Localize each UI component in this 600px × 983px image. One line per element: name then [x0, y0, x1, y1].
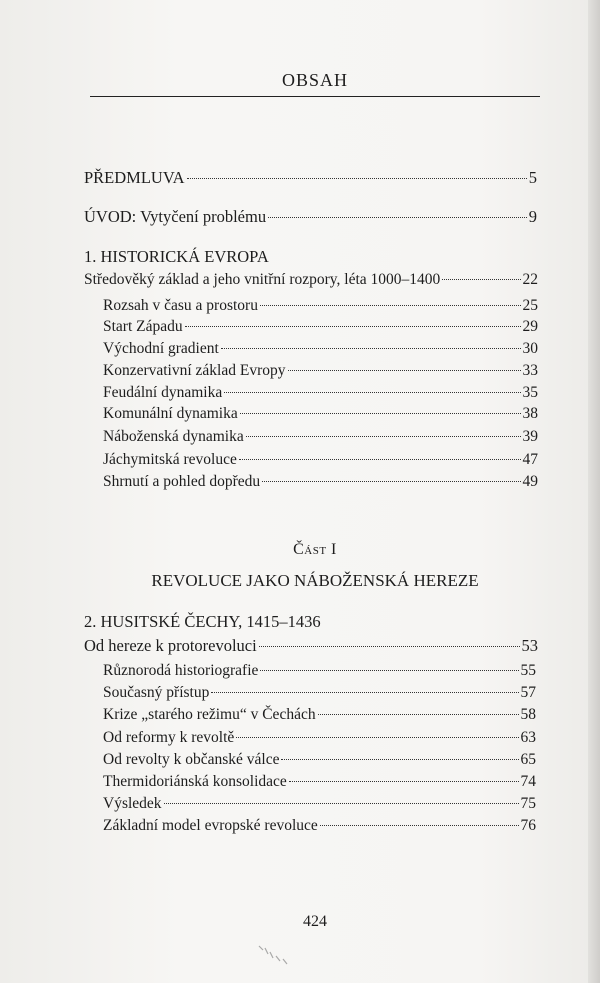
toc-subentry: Rozsah v času a prostoru 25 [103, 297, 538, 314]
section-heading-1: 1. HISTORICKÁ EVROPA [84, 247, 269, 266]
toc-subentry: Krize „starého režimu“ v Čechách 58 [103, 706, 536, 723]
toc-entry-predmluva [84, 168, 537, 188]
toc-entry-uvod [84, 207, 537, 227]
dot-leader [289, 781, 519, 782]
dot-leader [320, 825, 519, 826]
toc-entry-page: 9 [528, 207, 537, 226]
toc-subentry: Základní model evropské revoluce 76 [103, 817, 536, 834]
toc-subentry: Od reformy k revoltě 63 [103, 729, 536, 746]
toc-entry-label: PŘEDMLUVA [84, 168, 185, 187]
toc-entry-label: Od hereze k protorevoluci [84, 636, 257, 655]
dot-leader [268, 217, 527, 218]
toc-entry-label: Středověký základ a jeho vnitřní rozpory, léta 1000–1400 [84, 271, 441, 288]
dot-leader [442, 279, 520, 280]
toc-subentry: Východní gradient 30 [103, 340, 538, 357]
dot-leader [211, 692, 518, 693]
toc-subentry: Náboženská dynamika 39 [103, 428, 538, 445]
page-number: 424 [303, 913, 327, 930]
dot-leader [221, 348, 521, 349]
dot-leader [246, 436, 521, 437]
page-edge-shadow [588, 0, 600, 983]
dot-leader [318, 714, 519, 715]
toc-subentry: Jáchymitská revoluce 47 [103, 451, 538, 468]
dot-leader [262, 481, 520, 482]
toc-subentry: Thermidoriánská konsolidace 74 [103, 773, 536, 790]
section-heading-2: 2. HUSITSKÉ ČECHY, 1415–1436 [84, 612, 321, 631]
toc-entry-page: 22 [522, 271, 538, 288]
ink-smudge [256, 942, 292, 966]
toc-entry-page: 5 [528, 168, 537, 187]
toc-subentry: Shrnutí a pohled dopředu 49 [103, 473, 538, 490]
toc-chapter-2 [84, 636, 538, 656]
toc-subentry: Současný přístup 57 [103, 684, 536, 701]
toc-subentry: Komunální dynamika 38 [103, 405, 538, 422]
toc-subentry: Feudální dynamika 35 [103, 384, 538, 401]
dot-leader [224, 392, 520, 393]
dot-leader [239, 459, 521, 460]
dot-leader [260, 305, 521, 306]
dot-leader [240, 413, 521, 414]
dot-leader [187, 178, 527, 179]
dot-leader [164, 803, 519, 804]
toc-chapter-1 [84, 271, 538, 289]
dot-leader [288, 370, 521, 371]
toc-subentry: Start Západu 29 [103, 318, 538, 335]
part-label: Část I [293, 541, 337, 558]
toc-subentry: Konzervativní základ Evropy 33 [103, 362, 538, 379]
toc-subentry: Od revolty k občanské válce 65 [103, 751, 536, 768]
toc-subentry: Výsledek 75 [103, 795, 536, 812]
header-rule [90, 96, 540, 97]
dot-leader [281, 759, 518, 760]
toc-entry-label: ÚVOD: Vytyčení problému [84, 207, 267, 226]
dot-leader [185, 326, 521, 327]
page-title: OBSAH [281, 70, 348, 90]
toc-subentry: Různorodá historiografie 55 [103, 662, 536, 679]
dot-leader [260, 670, 518, 671]
toc-entry-page: 53 [521, 636, 538, 655]
dot-leader [236, 737, 518, 738]
part-title: REVOLUCE JAKO NÁBOŽENSKÁ HEREZE [151, 571, 479, 590]
dot-leader [259, 646, 520, 647]
